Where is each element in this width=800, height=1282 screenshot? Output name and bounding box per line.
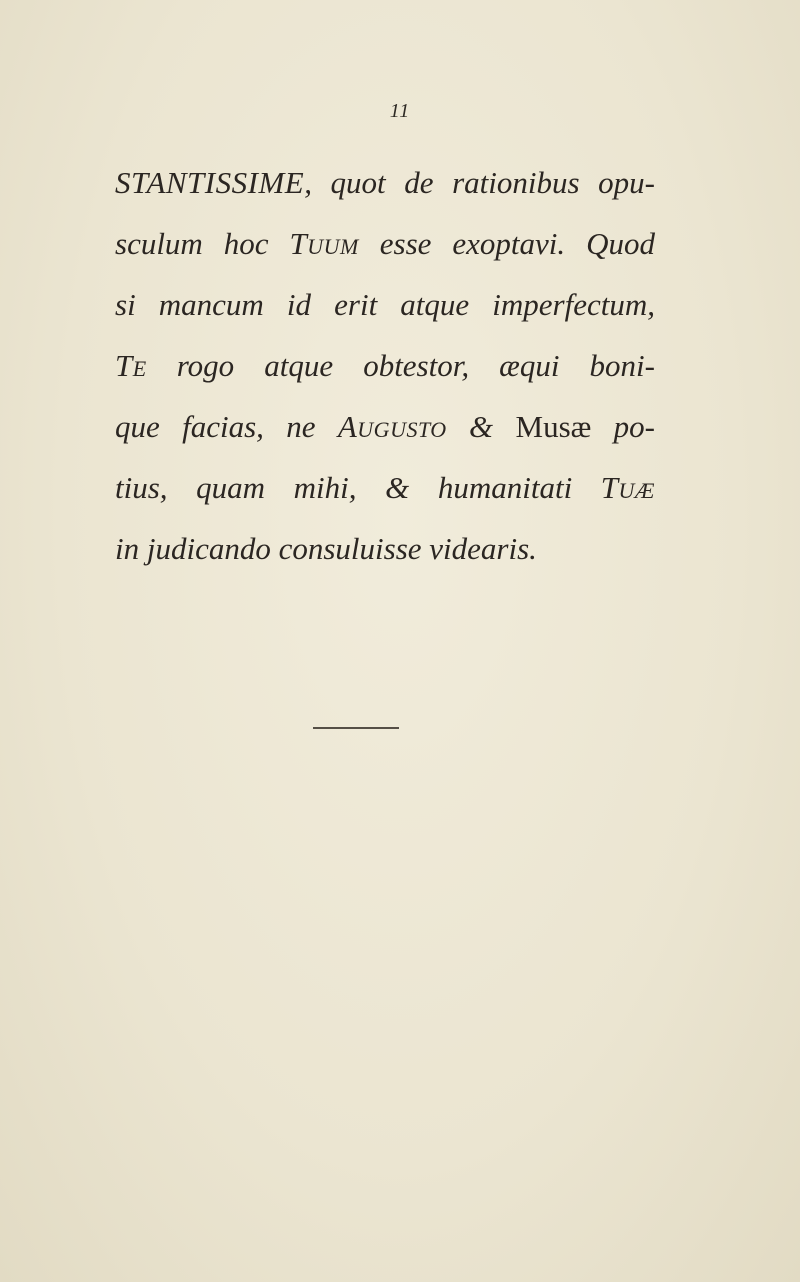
text-line-7: in judicando consuluisse videaris. (115, 531, 537, 566)
text-line-5 (115, 396, 655, 457)
text-line-3: si mancum id erit atque imperfectum, (115, 287, 655, 322)
upright-word: Musæ (515, 409, 592, 444)
ornamental-rule (313, 727, 399, 729)
text-segment: sculum hoc (115, 226, 290, 261)
body-text (115, 152, 655, 579)
text-line-4 (115, 335, 655, 396)
text-segment: & (446, 409, 516, 444)
small-caps-word: Te (115, 348, 147, 383)
text-line-1 (115, 152, 655, 213)
text-segment: po- (591, 409, 655, 444)
text-segment: que facias, ne (115, 409, 338, 444)
small-caps-word: Augusto (337, 409, 447, 444)
text-line-6 (115, 457, 655, 518)
small-caps-word: STANTISSIME (115, 165, 305, 200)
text-segment: tius, quam mihi, & humanitati (115, 470, 601, 505)
text-line-2 (115, 213, 655, 274)
small-caps-word: Tuæ (600, 470, 655, 505)
text-segment: , quot de rationibus opu- (304, 165, 655, 200)
text-segment: esse exoptavi. Quod (358, 226, 655, 261)
page-number: 11 (389, 100, 411, 122)
small-caps-word: Tuum (289, 226, 359, 261)
text-segment: rogo atque obtestor, æqui boni- (146, 348, 655, 383)
